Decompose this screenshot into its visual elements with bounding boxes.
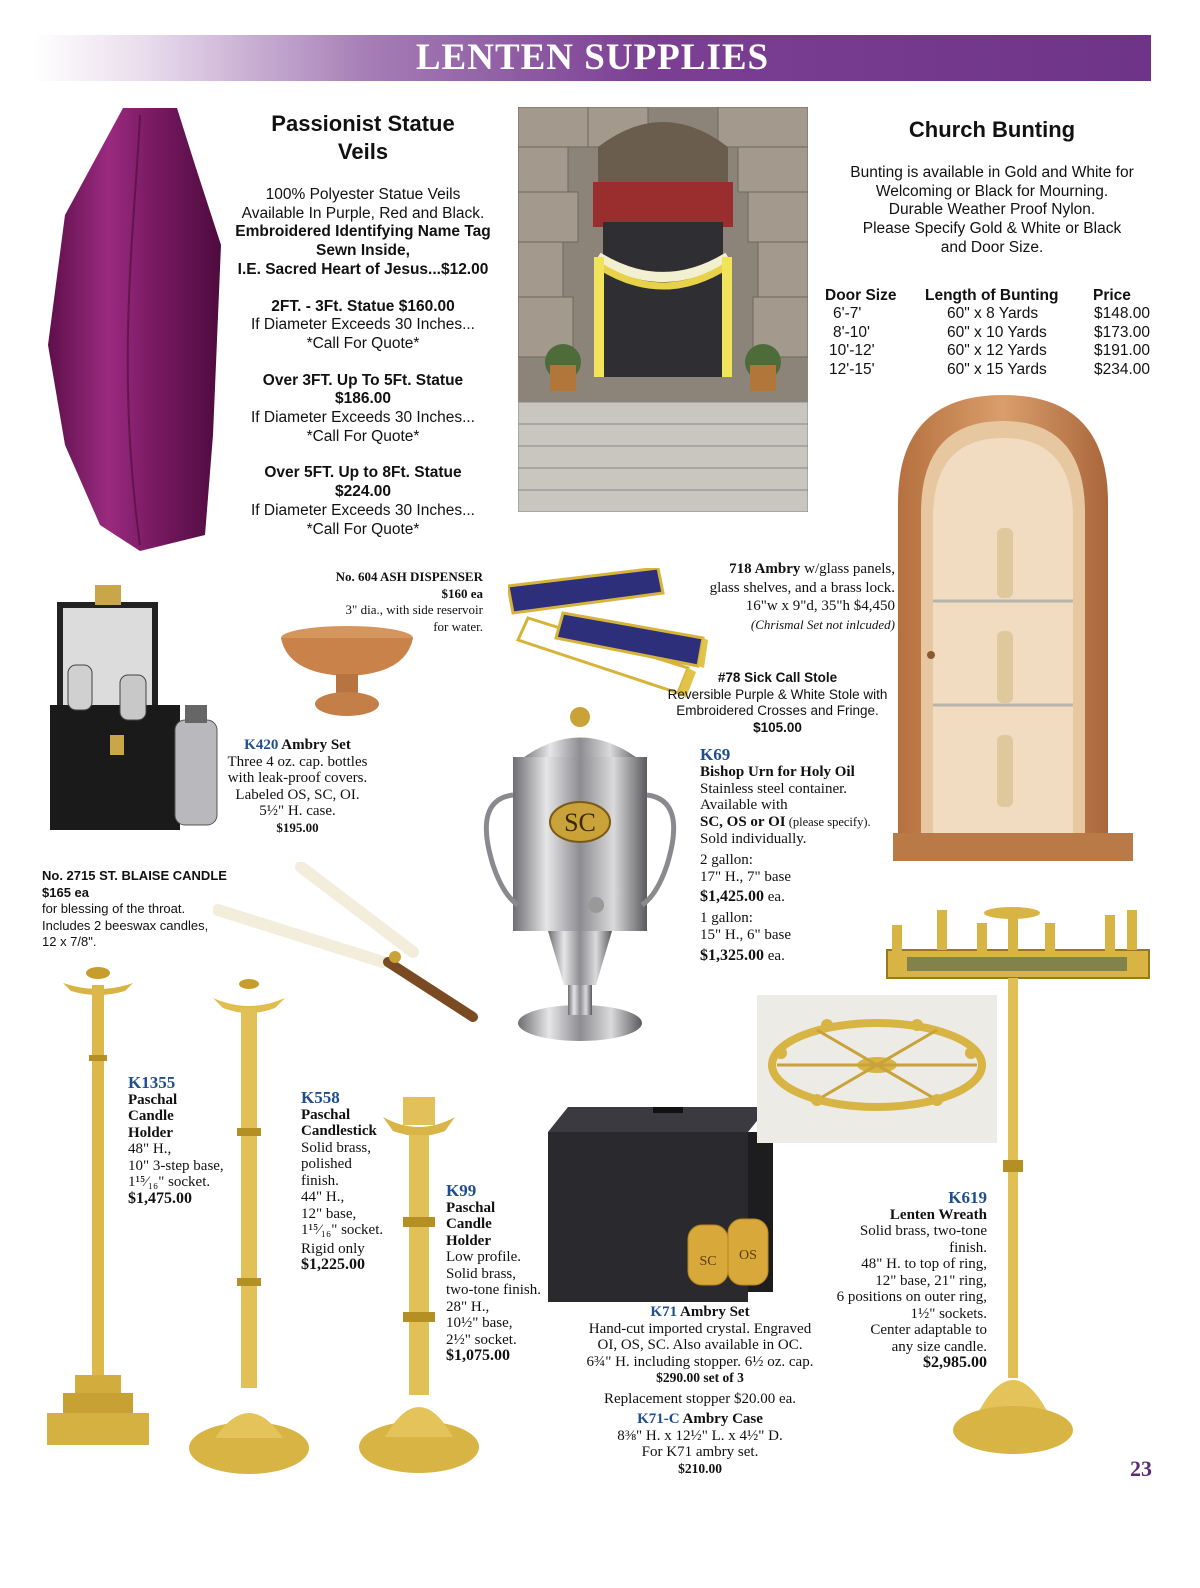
k69-text [700,747,890,965]
k619-line: Center adaptable to [870,1322,987,1338]
k558-name: Paschal [301,1106,351,1123]
ash-dispenser-text [290,569,483,635]
k71c-line: 8⅜" H. x 12½" L. x 4½" D. [617,1427,783,1444]
k619-line: any size candle. [891,1338,987,1355]
bunting-section [832,116,1152,258]
k1355-line: 48" H., [128,1141,172,1157]
k69-specify: SC, OS or OI [700,814,786,831]
k69-ea: ea. [764,889,785,906]
ambry-718-text [690,560,895,634]
blaise-line: Includes 2 beeswax candles, [42,917,209,933]
stole-price: $105.00 [753,719,802,735]
k420-line: with leak-proof covers. [227,770,368,786]
k99-text [446,1183,561,1365]
table-cell: $191.00 [1093,342,1150,360]
k71c-price: $210.00 [678,1460,722,1476]
k420-price: $195.00 [276,819,319,835]
k619-line: 1½" sockets. [910,1305,987,1322]
ash-line: 3" dia., with side reservoir [345,602,483,617]
veils-tier-note: If Diameter Exceeds 30 Inches... [251,409,475,427]
k69-size: 2 gallon: [700,851,753,868]
ash-line: for water. [433,618,483,634]
veils-tier-quote: *Call For Quote* [306,427,420,445]
k1355-price: $1,475.00 [128,1189,192,1207]
k71-os-label: OS [739,1248,757,1263]
veils-line: 100% Polyester Statue Veils [265,186,461,203]
k71-stopper: Replacement stopper $20.00 ea. [603,1390,797,1407]
k558-candlestick-image [185,978,315,1478]
sick-call-stole-text [660,670,895,736]
church-entrance-photo [518,107,808,512]
k69-dim: 17" H., 7" base [700,868,791,885]
k619-text [810,1190,987,1372]
table-cell: $148.00 [1093,305,1150,322]
k558-line: finish. [301,1172,339,1189]
table-cell: 60" x 8 Yards [947,305,1039,322]
k619-code: K619 [948,1188,987,1207]
k558-line: 44" H., [301,1189,345,1205]
k420-ambry-case-image [50,585,225,835]
table-cell: 12'-15' [829,360,875,378]
k1355-name: Holder [128,1124,173,1141]
blaise-title: No. 2715 ST. BLAISE CANDLE [42,868,227,883]
k71-line: Hand-cut imported crystal. Engraved [588,1320,812,1337]
k619-lenten-wreath-image [877,905,1162,1460]
k71-text [560,1304,840,1477]
table-cell: 6'-7' [833,305,862,322]
k619-line: 6 positions on outer ring, [836,1289,987,1305]
ash-title: No. 604 ASH DISPENSER [335,569,483,584]
veils-title-line2: Veils [337,139,389,164]
k69-ea: ea. [764,947,785,964]
k71-ambry-case-image [548,1107,776,1305]
k99-name: Paschal [446,1199,496,1216]
k619-price: $2,985.00 [923,1354,987,1371]
table-cell: 10'-12' [829,342,875,360]
stole-line: Embroidered Crosses and Fringe. [676,703,879,718]
k99-line: 2½" socket. [446,1331,517,1348]
k558-price: $1,225.00 [301,1256,365,1273]
k420-name: Ambry Set [278,737,351,753]
k69-price: $1,425.00 [700,888,764,906]
k99-line: two-tone finish. [446,1282,541,1298]
k99-line: 10½" base, [446,1315,513,1331]
ambry718-note: (Chrismal Set not inlcuded) [750,616,895,632]
blaise-line: 12 x 7/8". [42,934,97,949]
k71c-name: Ambry Case [679,1411,763,1427]
k69-price: $1,325.00 [700,946,764,964]
table-row [825,342,1150,361]
k69-code: K69 [700,745,731,764]
column-header: Length of Bunting [925,287,1059,304]
table-cell: 60" x 10 Yards [947,323,1047,341]
k1355-name: Paschal [128,1091,178,1108]
table-cell: 8'-10' [833,323,870,341]
k99-name: Candle [446,1216,492,1232]
stole-line: Reversible Purple & White Stole with [667,686,888,702]
k71-line: OI, OS, SC. Also available in OC. [597,1337,803,1353]
table-row [825,305,1150,324]
bunting-line: Bunting is available in Gold and White for [850,164,1134,181]
k99-price: $1,075.00 [446,1347,510,1364]
k1355-candle-holder-image [45,965,160,1477]
table-cell: 60" x 15 Yards [947,360,1047,378]
veils-tier-price: $224.00 [334,483,392,501]
k558-line: Rigid only [301,1240,365,1257]
stole-title: #78 Sick Call Stole [717,670,838,685]
bunting-table-header [825,287,1150,305]
k69-name: Bishop Urn for Holy Oil [700,763,855,780]
holy-oil-urn-image [478,705,680,1045]
ash-price: $160 ea [441,585,483,601]
k69-line: Stainless steel container. [700,780,848,797]
k420-line: Labeled OS, SC, OI. [235,786,360,803]
table-cell: 60" x 12 Yards [947,342,1047,360]
table-cell: $234.00 [1093,360,1150,378]
k69-size: 1 gallon: [700,910,753,927]
k619-line: Solid brass, two-tone [859,1223,987,1239]
k558-line: 1¹⁵⁄₁₆" socket. [301,1222,384,1238]
veils-tier-head: 2FT. - 3Ft. Statue $160.00 [271,297,455,315]
k71-code: K71 [650,1304,678,1320]
blaise-line: for blessing of the throat. [42,901,186,916]
k558-text [301,1090,421,1274]
k558-name: Candlestick [301,1123,377,1139]
ash-dispenser-image [278,624,416,719]
veils-line: Available In Purple, Red and Black. [241,204,485,222]
k71c-line: For K71 ambry set. [641,1444,759,1460]
k71-line: 6¾" H. including stopper. 6½ oz. cap. [586,1353,814,1370]
k619-line: 12" base, 21" ring, [875,1272,987,1289]
k69-line: Available with [700,797,788,814]
page-title: LENTEN SUPPLIES [415,37,770,78]
urn-sc-label: SC [564,808,596,837]
bunting-line: Durable Weather Proof Nylon. [888,201,1096,219]
column-header: Door Size [825,287,897,304]
bunting-line: Welcoming or Black for Mourning. [875,182,1109,200]
wood-ambry-cabinet-image [893,393,1135,863]
bunting-line: Please Specify Gold & White or Black [862,220,1122,238]
veils-title-line1: Passionist Statue [271,111,455,136]
k69-line: Sold individually. [700,830,807,847]
k99-name: Holder [446,1232,491,1249]
veils-tier-price: $186.00 [334,390,392,408]
bunting-line: and Door Size. [940,238,1044,256]
blaise-price: $165 ea [42,884,89,900]
k71c-code: K71-C [637,1411,680,1427]
st-blaise-text [42,868,272,951]
k71-price: $290.00 set of 3 [656,1370,744,1385]
k420-text [225,737,370,836]
veils-tier-quote: *Call For Quote* [306,334,420,352]
k69-dim: 15" H., 6" base [700,926,791,943]
k558-line: Solid brass, [301,1139,372,1156]
veils-section [232,110,494,539]
veils-bold-line: I.E. Sacred Heart of Jesus...$12.00 [237,260,489,278]
bunting-price-table [825,287,1150,379]
k1355-name: Candle [128,1108,174,1124]
k420-line: Three 4 oz. cap. bottles [227,753,368,770]
k71-sc-label: SC [699,1254,717,1269]
ambry718-code: 718 Ambry [729,561,801,577]
veils-tier-note: If Diameter Exceeds 30 Inches... [251,316,475,334]
k1355-line: 10" 3-step base, [128,1157,224,1174]
table-cell: $173.00 [1093,323,1150,341]
ambry718-line: 16"w x 9"d, 35"h $4,450 [745,598,895,614]
veils-bold-line: Sewn Inside, [316,242,410,260]
column-header: Price [1093,287,1131,304]
table-row [825,361,1150,380]
veils-tier-head: Over 5FT. Up to 8Ft. Statue [264,464,462,482]
bunting-title: Church Bunting [908,117,1076,142]
k99-line: Solid brass, [446,1265,517,1282]
k69-specify-note: (please specify). [785,815,871,830]
veils-bold-line: Embroidered Identifying Name Tag [235,223,491,241]
statue-veil-image [45,105,225,555]
k99-line: 28" H., [446,1298,490,1315]
k619-line: 48" H. to top of ring, [861,1256,987,1272]
k71-name: Ambry Set [677,1304,750,1320]
k619-name: Lenten Wreath [889,1206,987,1223]
table-row [825,324,1150,343]
veils-tier-head: Over 3FT. Up To 5Ft. Statue [262,371,464,389]
k420-line: 5½" H. case. [259,803,336,819]
k1355-text [128,1075,268,1207]
ambry718-line: w/glass panels, [800,561,895,577]
ambry718-line: glass shelves, and a brass lock. [709,579,895,596]
page-number: 23 [1130,1456,1152,1481]
k99-code: K99 [446,1181,477,1200]
veils-tier-note: If Diameter Exceeds 30 Inches... [251,501,475,519]
k558-code: K558 [301,1088,340,1107]
veils-tier-quote: *Call For Quote* [306,520,420,538]
page-header-bar [34,35,1151,81]
k558-line: 12" base, [301,1205,357,1222]
k558-line: polished [301,1156,352,1172]
k619-line: finish. [949,1239,987,1256]
k99-line: Low profile. [446,1249,521,1265]
k1355-line: 1¹⁵⁄₁₆" socket. [128,1174,211,1190]
k1355-code: K1355 [128,1073,176,1092]
k420-code: K420 [244,737,279,753]
